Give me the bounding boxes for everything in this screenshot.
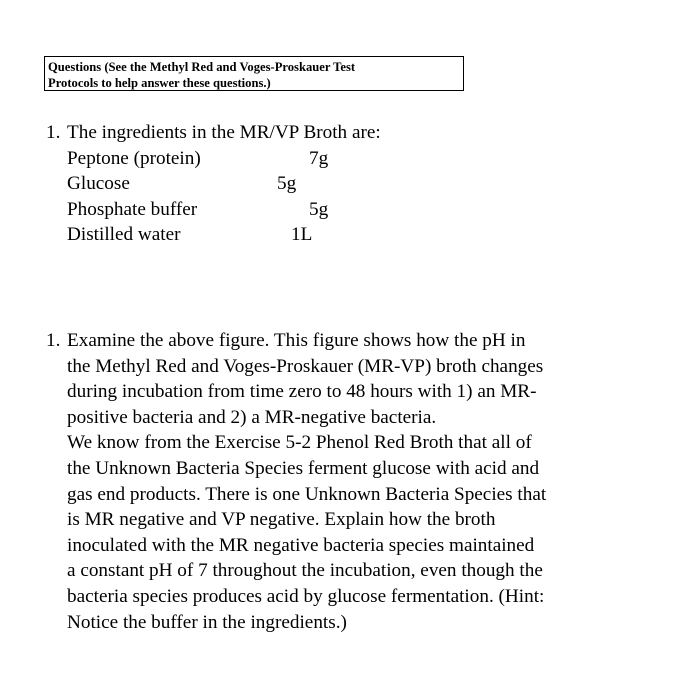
ingredient-name: Phosphate buffer — [67, 198, 198, 220]
ingredient-row — [67, 197, 381, 223]
question-2-line: inoculated with the MR negative bacteria species maintained — [67, 534, 535, 556]
ingredient-name: Distilled water — [67, 224, 181, 246]
ingredient-row — [67, 146, 381, 172]
question-2-line: Notice the buffer in the ingredients.) — [67, 611, 347, 633]
question-2-line: during incubation from time zero to 48 hours with 1) an MR- — [67, 381, 537, 403]
question-2-line: Examine the above figure. This figure shows how the pH in — [67, 330, 526, 351]
ingredient-row — [67, 222, 381, 248]
header-line-2: Protocols to help answer these questions.) — [48, 76, 271, 90]
question-2-line: gas end products. There is one Unknown Bacteria Species that — [67, 483, 547, 505]
ingredient-amount: 5g — [277, 173, 297, 195]
question-2-text — [67, 328, 686, 635]
question-2-line: the Methyl Red and Voges-Proskauer (MR-VP) broth changes — [67, 355, 544, 377]
ingredient-name: Glucose — [67, 173, 130, 195]
question-2-line: is MR negative and VP negative. Explain how the broth — [67, 509, 496, 531]
question-1 — [46, 120, 381, 248]
ingredient-amount: 5g — [309, 198, 329, 220]
question-2-line: a constant pH of 7 throughout the incubation, even though the — [67, 560, 543, 582]
ingredient-name: Peptone (protein) — [67, 147, 201, 169]
header-line-1: Questions (See the Methyl Red and Voges-Proskauer Test — [48, 60, 356, 74]
ingredient-amount: 7g — [309, 147, 329, 169]
question-2 — [46, 328, 686, 635]
question-2-line: the Unknown Bacteria Species ferment glucose with acid and — [67, 457, 540, 479]
ingredient-amount: 1L — [291, 224, 313, 246]
questions-header-box — [44, 56, 464, 91]
question-2-line: We know from the Exercise 5-2 Phenol Red Broth that all of — [67, 432, 532, 454]
ingredient-row — [67, 171, 381, 197]
question-2-line: bacteria species produces acid by glucose fermentation. (Hint: — [67, 585, 545, 607]
question-1-number: 1. — [46, 122, 61, 143]
question-1-text: The ingredients in the MR/VP Broth are: — [67, 122, 381, 143]
question-2-line: positive bacteria and 2) a MR-negative bacteria. — [67, 406, 437, 428]
question-2-number: 1. — [46, 330, 61, 351]
ingredients-list — [46, 146, 381, 248]
